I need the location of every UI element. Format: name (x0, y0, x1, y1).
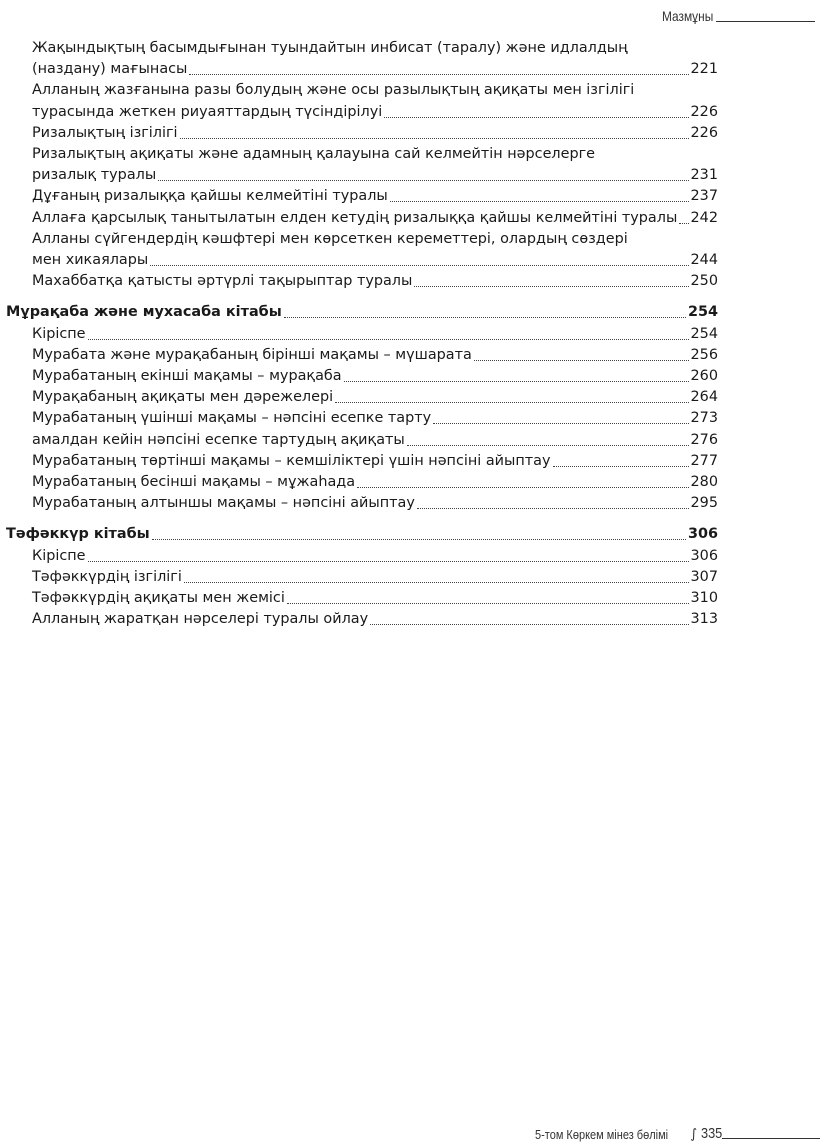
dot-leader (679, 222, 688, 224)
dot-leader (384, 116, 688, 118)
toc-entry-title: Дұғаның ризалыққа қайшы келмейтіні туралы (32, 188, 388, 205)
toc-entry[interactable] (32, 609, 718, 629)
toc-page-number: 310 (690, 590, 718, 606)
dot-leader (357, 486, 689, 488)
footer-volume-text: 5-том Көркем мінез бөлімі (535, 1128, 669, 1142)
toc-entry[interactable] (32, 324, 718, 344)
toc-entry-title-line: Жақындықтың басымдығынан туындайтын инбисат (таралу) және идлалдың (32, 40, 628, 56)
toc-page-number: 231 (690, 167, 718, 184)
toc-entry-title: Мурабата және мурақабаның бірінші мақамы – мүшарата (32, 346, 472, 363)
toc-entry-title: Мурабатаның төртінші мақамы – кемшіліктері үшін нәпсіні айыптау (32, 452, 551, 469)
toc-section-heading[interactable] (6, 524, 718, 544)
toc-page-number: 221 (690, 61, 718, 78)
toc-page-number: 226 (690, 124, 718, 141)
dot-leader (184, 581, 689, 583)
toc-entry[interactable] (32, 186, 718, 206)
dot-leader (287, 602, 689, 604)
toc-entry[interactable] (32, 165, 718, 185)
toc-page-number: 254 (687, 304, 718, 321)
toc-section-heading[interactable] (6, 302, 718, 322)
dot-leader (88, 560, 689, 562)
dot-leader (417, 507, 689, 509)
toc-entry-title: турасында жеткен риуаяттардың түсіндірілуі (32, 103, 383, 120)
toc-entry[interactable] (32, 430, 718, 450)
toc-page-number: 264 (690, 389, 718, 406)
dot-leader (150, 264, 688, 266)
toc-entry-title: Аллаға қарсылық танытылатын елден кетудің ризалыққа қайшы келмейтіні туралы (32, 209, 678, 226)
footer-rule (722, 1138, 820, 1139)
toc-page-number: 256 (690, 346, 718, 363)
toc-entry-title: амалдан кейін нәпсіні есепке тартудың ақиқаты (32, 431, 405, 448)
toc-page-number: 306 (690, 547, 718, 564)
toc-entry-title: Мурабатаның бесінші мақамы – мұжаһада (32, 474, 356, 490)
header-rule (716, 20, 815, 22)
toc-entry-title: Мурабатаның алтыншы мақамы – нәпсіні айыптау (32, 495, 415, 512)
toc-entry-title-line: Алланың жазғанына разы болудың және осы разылықтың ақиқаты мен ізгілігі (32, 82, 635, 99)
header-title: Мазмұны (662, 8, 714, 24)
dot-leader (433, 422, 688, 424)
toc-entry[interactable] (32, 59, 718, 79)
toc-entry[interactable] (32, 123, 718, 143)
dot-leader (180, 137, 689, 139)
page-number: 335 (701, 1125, 723, 1142)
toc-page-number: 260 (690, 368, 718, 384)
dot-leader (370, 623, 688, 625)
toc-page-number: 313 (690, 611, 718, 628)
toc-page-number: 254 (690, 325, 718, 342)
toc-entry-title: Тәфәккүр кітабы (6, 526, 150, 543)
dot-leader (284, 316, 686, 318)
toc-entry[interactable] (32, 345, 718, 365)
dot-leader (407, 444, 689, 446)
toc-entry-title: мен хикаялары (32, 252, 149, 268)
toc-page-number: 244 (690, 252, 718, 268)
toc-entry-title-line: Ризалықтың ақиқаты және адамның қалауына сай келмейтін нәрселерге (32, 146, 596, 162)
toc-page-number: 276 (690, 431, 718, 448)
dot-leader (335, 401, 688, 403)
toc-page-number: 226 (690, 103, 718, 120)
dot-leader (152, 538, 686, 540)
dot-leader (474, 359, 689, 361)
toc-entry-title: Мурабатаның екінші мақамы – мурақаба (32, 368, 342, 384)
dot-leader (88, 338, 689, 340)
toc-entry-title: ризалық туралы (32, 167, 157, 184)
toc-page-number: 242 (690, 209, 718, 226)
dot-leader (553, 465, 689, 467)
toc-entry-title: Кіріспе (32, 325, 86, 342)
toc-entry[interactable] (32, 408, 718, 428)
toc-entry[interactable] (32, 472, 718, 492)
toc-page-number: 250 (690, 273, 718, 290)
toc-entry-title: Мурақабаның ақиқаты мен дәрежелері (32, 389, 334, 406)
dot-leader (390, 200, 689, 202)
dot-leader (414, 285, 688, 287)
toc-page-number: 280 (690, 474, 718, 490)
toc-entry[interactable] (32, 588, 718, 608)
dot-leader (344, 380, 689, 382)
toc-entry-title: Мурабатаның үшінші мақамы – нәпсіні есепке тарту (32, 410, 432, 427)
toc-page-number: 295 (690, 495, 718, 512)
toc-page-number: 237 (690, 188, 718, 205)
dot-leader (158, 179, 688, 181)
toc-page-number: 306 (687, 526, 718, 543)
toc-entry[interactable] (32, 451, 718, 471)
toc-entry[interactable] (32, 567, 718, 587)
toc-entry-title: Алланың жаратқан нәрселері туралы ойлау (32, 611, 369, 628)
toc-entry[interactable] (32, 366, 718, 386)
toc-page-number: 277 (690, 452, 718, 469)
toc-entry[interactable] (32, 102, 718, 122)
toc-entry-title: Тәфәккүрдің ізгілігі (32, 568, 182, 585)
toc-entry[interactable] (32, 546, 718, 566)
integral-sign-icon: ∫ (690, 1127, 698, 1142)
toc-entry[interactable] (32, 208, 718, 228)
toc-entry-title: Махаббатқа қатысты әртүрлі тақырыптар туралы (32, 273, 413, 290)
dot-leader (189, 73, 688, 75)
toc-page-number: 273 (690, 410, 718, 427)
toc-entry[interactable] (32, 250, 718, 270)
toc-entry-title: Мұрақаба және мухасаба кітабы (6, 304, 282, 321)
toc-entry-title: (наздану) мағынасы (32, 61, 188, 78)
toc-entry-title: Тәфәккүрдің ақиқаты мен жемісі (32, 590, 285, 606)
toc-page-number: 307 (690, 568, 718, 585)
toc-entry[interactable] (32, 387, 718, 407)
toc-entry-title-line: Алланы сүйгендердің кәшфтері мен көрсеткен кереметтері, олардың сөздері (32, 230, 628, 247)
running-header (600, 8, 815, 24)
toc-entry[interactable] (32, 493, 718, 513)
toc-entry[interactable] (32, 271, 718, 291)
toc-entry-title: Ризалықтың ізгілігі (32, 124, 178, 141)
running-footer (535, 1124, 820, 1142)
toc-entry-title: Кіріспе (32, 547, 86, 564)
